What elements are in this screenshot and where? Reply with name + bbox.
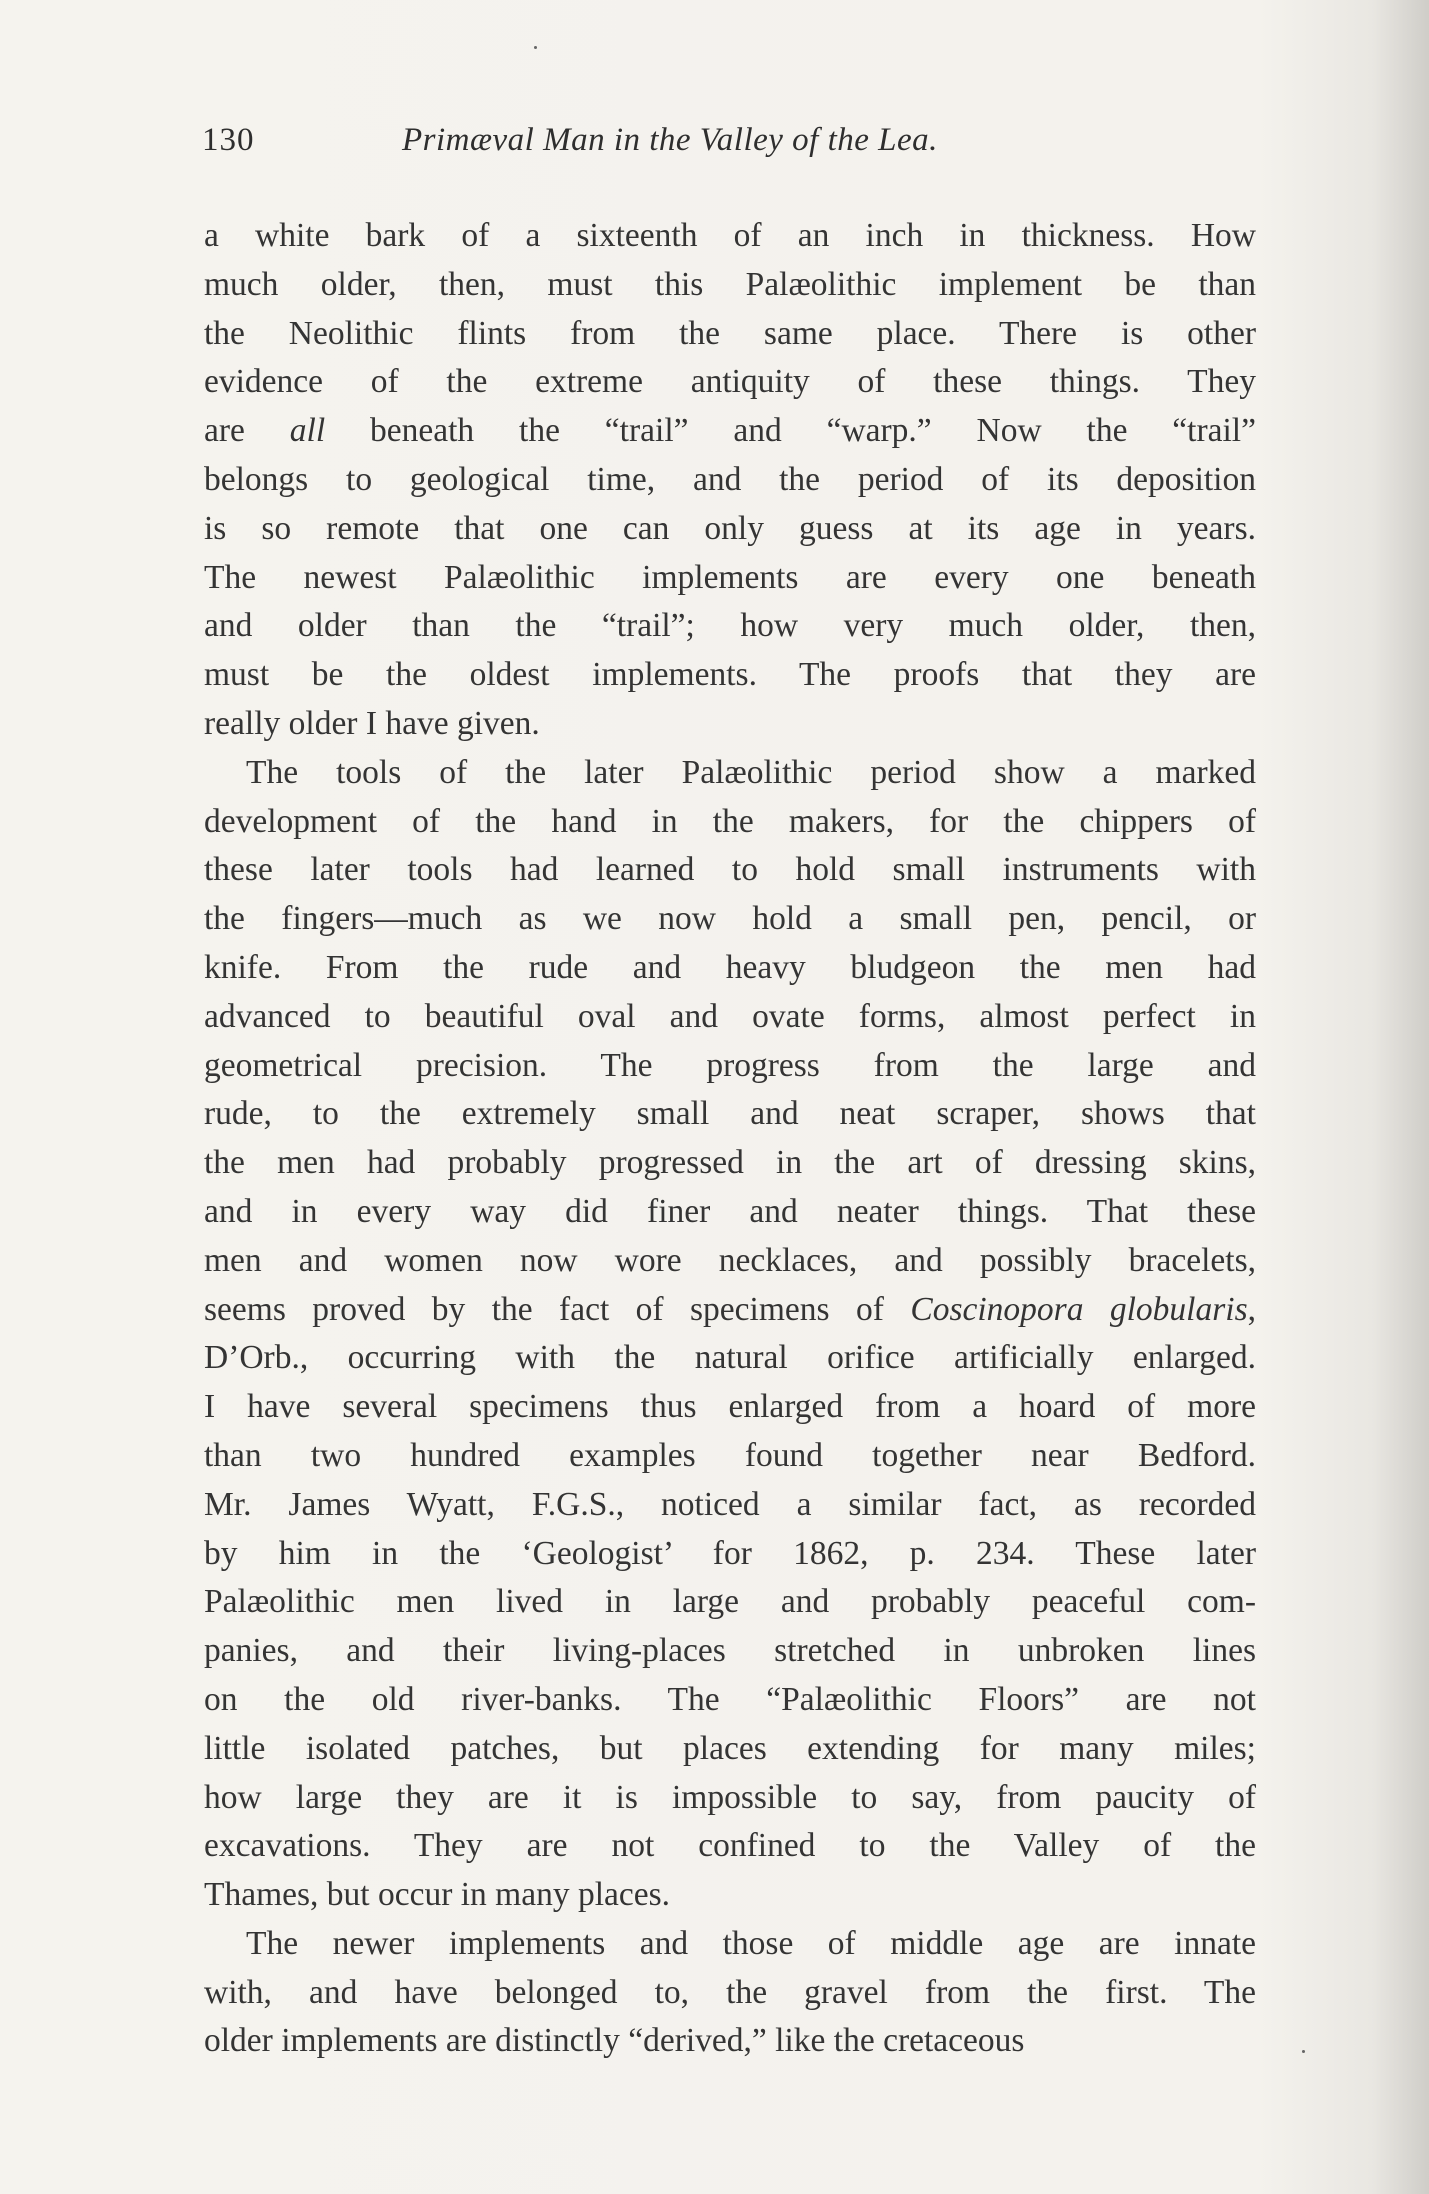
text-line: Palæolithic men lived in large and probably peaceful com- bbox=[204, 1583, 1256, 1621]
text-line: the men had probably progressed in the art of dressing skins, bbox=[204, 1144, 1256, 1182]
text-line: belongs to geological time, and the period of its deposition bbox=[204, 460, 1256, 498]
text-line: a white bark of a sixteenth of an inch in thickness. How bbox=[204, 217, 1256, 254]
text-line: D’Orb., occurring with the natural orifice artificially enlarged. bbox=[204, 1339, 1256, 1377]
text-line: and in every way did finer and neater things. That these bbox=[204, 1192, 1256, 1230]
body-text bbox=[204, 212, 1256, 2066]
text-line: I have several specimens thus enlarged from a hoard of more bbox=[204, 1388, 1256, 1426]
scan-speck bbox=[1302, 2050, 1305, 2053]
text-line: seems proved by the fact of specimens of Coscinopora globularis, bbox=[204, 1290, 1256, 1328]
text-line: rude, to the extremely small and neat scraper, shows that bbox=[204, 1095, 1256, 1133]
text-line: much older, then, must this Palæolithic implement be than bbox=[204, 265, 1256, 303]
text-line: on the old river-banks. The “Palæolithic Floors” are not bbox=[204, 1680, 1256, 1718]
text-line: panies, and their living-places stretched in unbroken lines bbox=[204, 1632, 1256, 1670]
text-line: knife. From the rude and heavy bludgeon the men had bbox=[204, 948, 1256, 986]
page-number: 130 bbox=[202, 122, 255, 158]
text-line: really older I have given. bbox=[204, 704, 540, 742]
text-line: and older than the “trail”; how very much older, then, bbox=[204, 607, 1256, 645]
text-line: development of the hand in the makers, for the chippers of bbox=[204, 802, 1256, 840]
text-line: are all beneath the “trail” and “warp.” Now the “trail” bbox=[204, 412, 1256, 450]
page-header bbox=[202, 122, 1254, 166]
text-line: advanced to beautiful oval and ovate forms, almost perfect in bbox=[204, 997, 1256, 1035]
text-line: these later tools had learned to hold small instruments with bbox=[204, 851, 1256, 889]
text-line: must be the oldest implements. The proofs that they are bbox=[204, 656, 1256, 694]
text-line: Thames, but occur in many places. bbox=[204, 1876, 671, 1914]
text-line: The newer implements and those of middle age are innate bbox=[246, 1924, 1256, 1962]
text-line: The newest Palæolithic implements are every one beneath bbox=[204, 558, 1256, 596]
text-line: than two hundred examples found together near Bedford. bbox=[204, 1436, 1256, 1474]
text-line: the fingers—much as we now hold a small pen, pencil, or bbox=[204, 900, 1256, 938]
text-line: evidence of the extreme antiquity of these things. They bbox=[204, 363, 1256, 401]
text-line: how large they are it is impossible to say, from paucity of bbox=[204, 1778, 1256, 1816]
text-line: men and women now wore necklaces, and possibly bracelets, bbox=[204, 1241, 1256, 1279]
running-title: Primæval Man in the Valley of the Lea. bbox=[402, 122, 938, 158]
text-line: is so remote that one can only guess at its age in years. bbox=[204, 509, 1256, 547]
text-line: by him in the ‘Geologist’ for 1862, p. 234. These later bbox=[204, 1534, 1256, 1572]
text-line: with, and have belonged to, the gravel from the first. The bbox=[204, 1973, 1256, 2011]
text-line: Mr. James Wyatt, F.G.S., noticed a similar fact, as recorded bbox=[204, 1485, 1256, 1523]
text-line: excavations. They are not confined to the Valley of the bbox=[204, 1827, 1256, 1865]
text-line: older implements are distinctly “derived,” like the cretaceous bbox=[204, 2022, 1025, 2060]
text-line: The tools of the later Palæolithic period show a marked bbox=[246, 753, 1256, 791]
text-line: little isolated patches, but places extending for many miles; bbox=[204, 1729, 1256, 1767]
text-line: geometrical precision. The progress from the large and bbox=[204, 1046, 1256, 1084]
text-line: the Neolithic flints from the same place. There is other bbox=[204, 314, 1256, 352]
scan-speck bbox=[534, 46, 537, 49]
